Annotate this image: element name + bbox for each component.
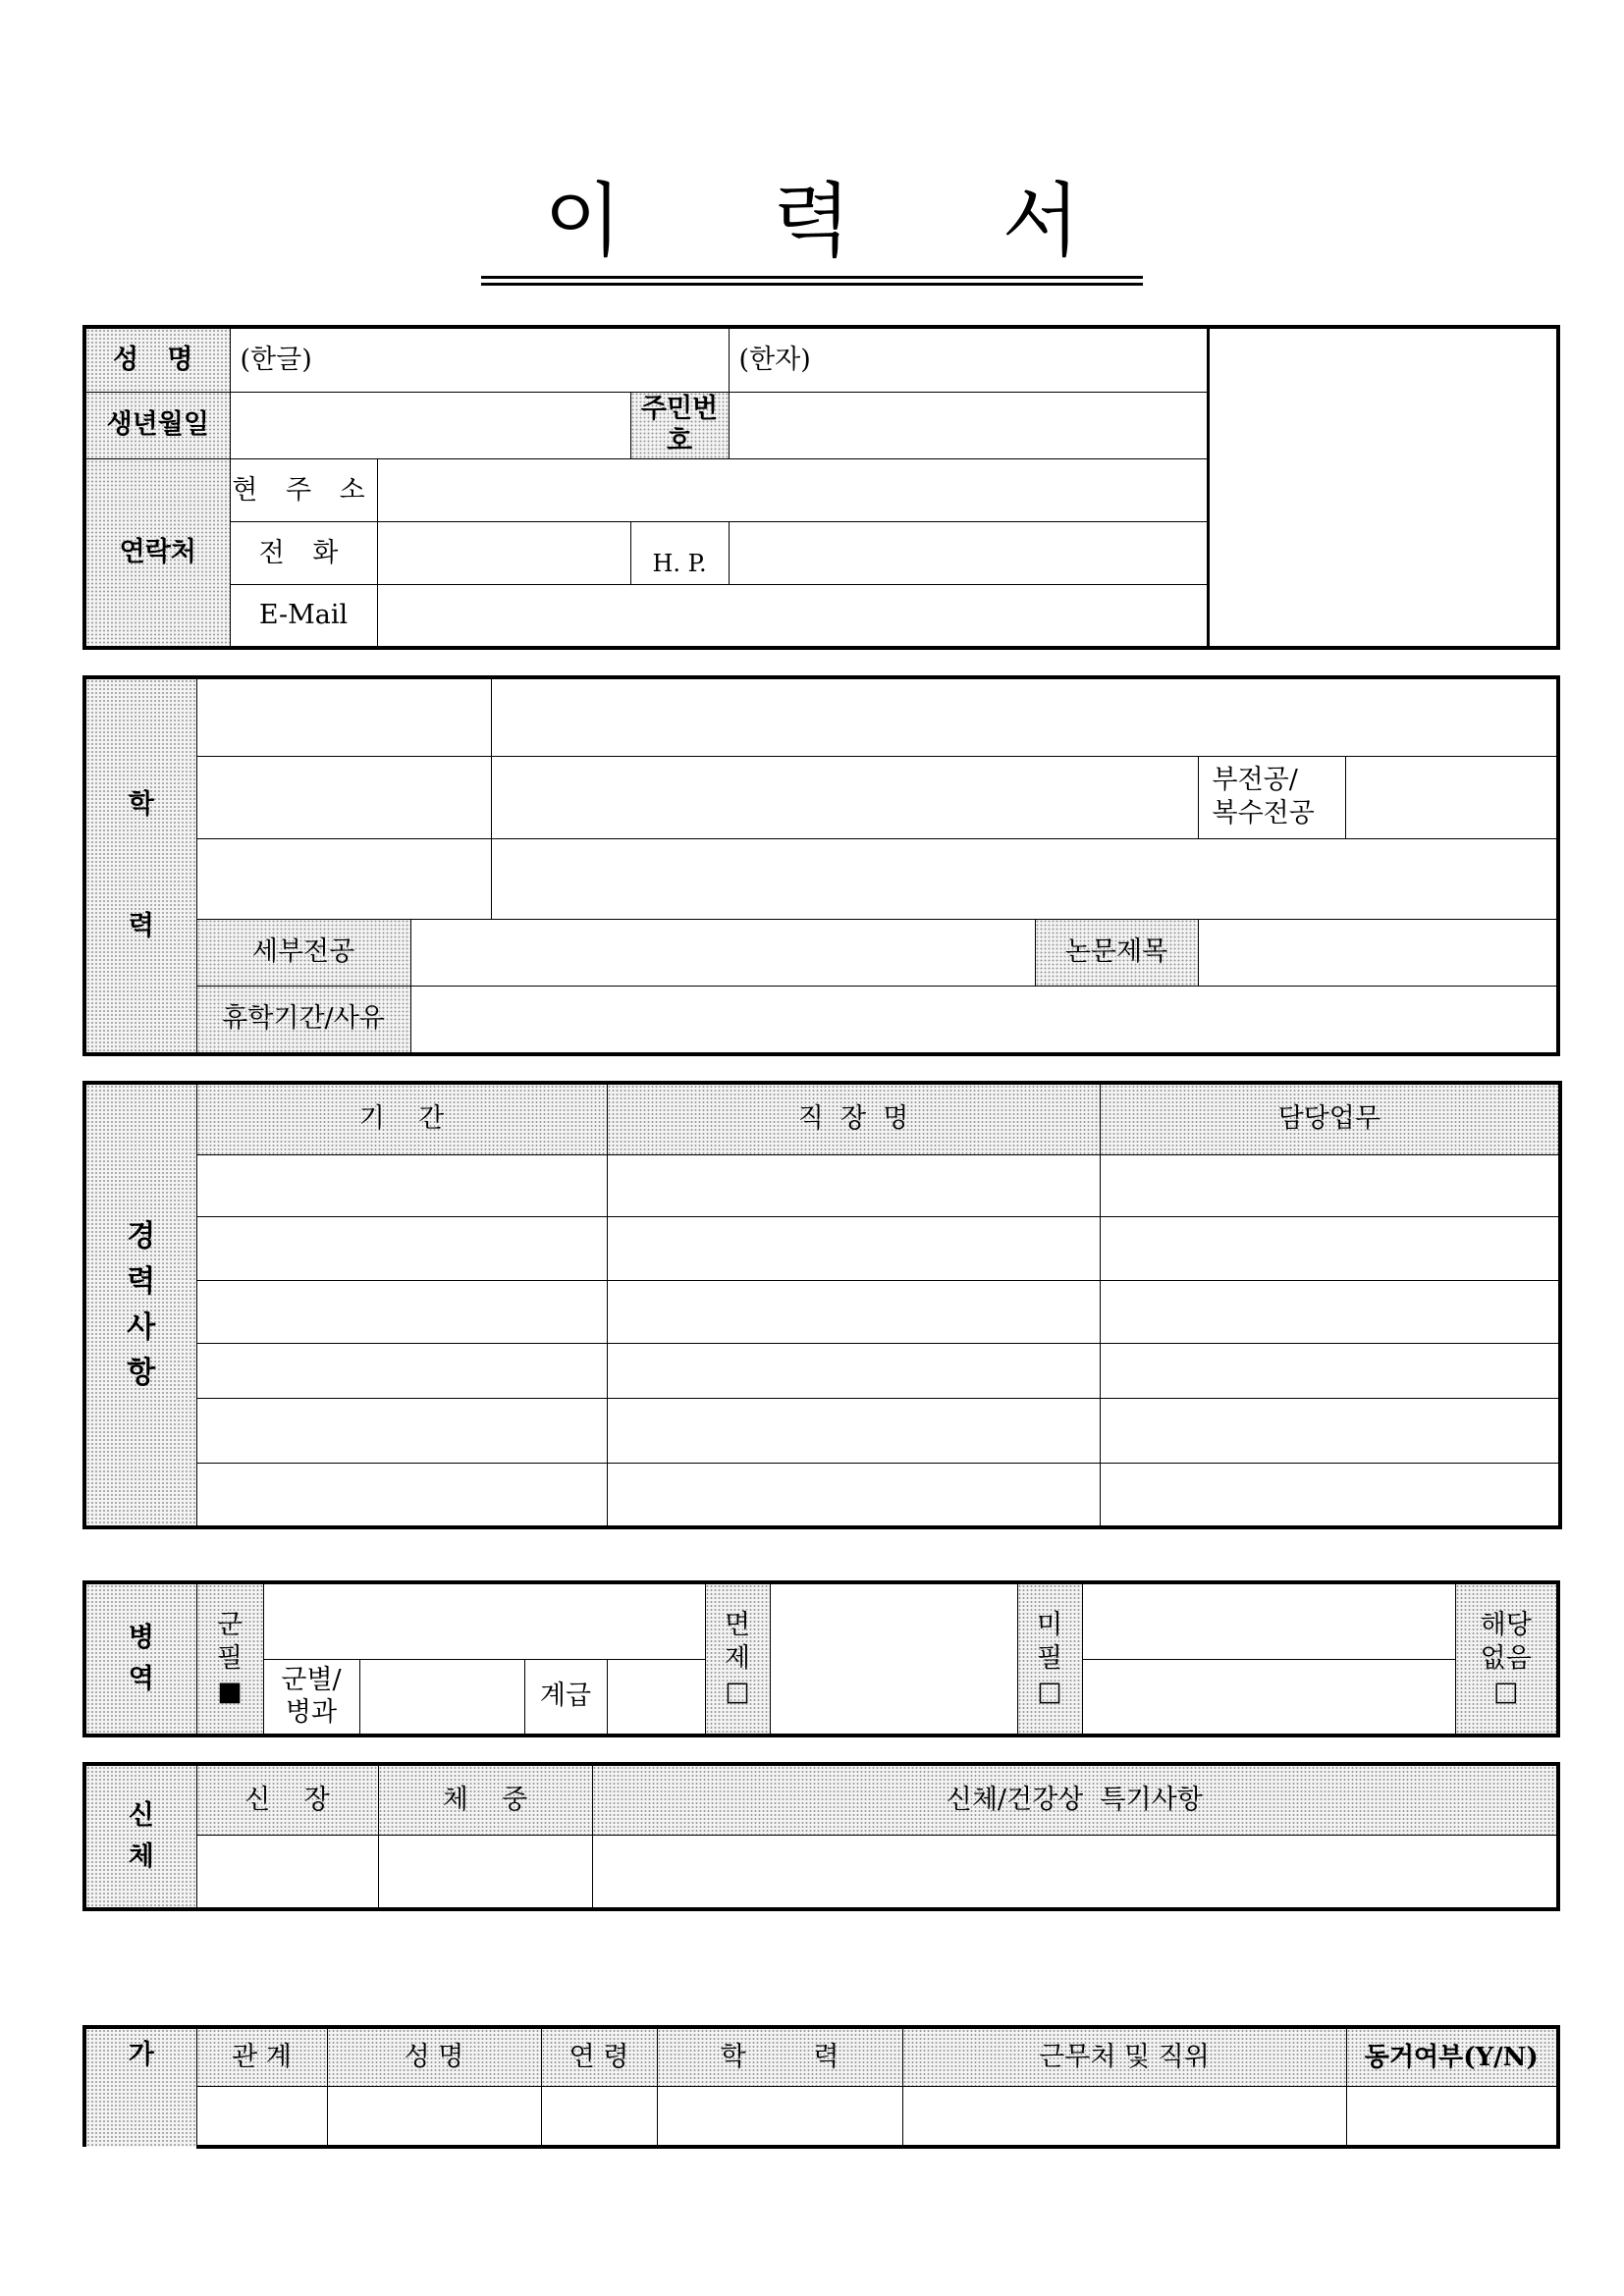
phone-field[interactable]	[377, 522, 630, 585]
name-hanja-field[interactable]: (한자)	[729, 327, 1208, 392]
family-col-age: 연 령	[541, 2027, 657, 2086]
hp-field[interactable]	[729, 522, 1208, 585]
education-school-1[interactable]	[196, 677, 491, 756]
rank-label: 계급	[524, 1659, 607, 1735]
family-col-name: 성 명	[327, 2027, 541, 2086]
exempt-option[interactable]	[705, 1582, 770, 1735]
career-cell[interactable]	[607, 1280, 1100, 1343]
career-cell[interactable]	[607, 1398, 1100, 1463]
rrn-label: 주민번호	[630, 392, 729, 459]
health-notes-field[interactable]	[592, 1835, 1558, 1909]
family-col-relation: 관 계	[196, 2027, 327, 2086]
unserved-field-2[interactable]	[1082, 1659, 1455, 1735]
family-section-label: 가	[84, 2027, 196, 2147]
career-table	[82, 1081, 1562, 1529]
name-label: 성 명	[84, 327, 230, 392]
career-cell[interactable]	[607, 1343, 1100, 1398]
career-cell[interactable]	[196, 1398, 607, 1463]
birth-date-label: 생년월일	[84, 392, 230, 459]
unserved-checkbox[interactable]: □	[1037, 1676, 1062, 1707]
leave-label: 휴학기간/사유	[196, 986, 410, 1054]
family-cell[interactable]	[657, 2086, 902, 2147]
unserved-label: 미 필	[1036, 1610, 1063, 1675]
career-col-company: 직 장 명	[607, 1083, 1100, 1154]
career-cell[interactable]	[1100, 1216, 1560, 1280]
body-section-label: 신 체	[84, 1764, 196, 1909]
email-field[interactable]	[377, 585, 1208, 648]
unserved-option[interactable]	[1017, 1582, 1082, 1735]
weight-field[interactable]	[378, 1835, 592, 1909]
family-cell[interactable]	[902, 2086, 1346, 2147]
personal-info-table	[82, 325, 1560, 647]
thesis-label: 논문제목	[1035, 919, 1198, 986]
exempt-label: 면 제	[724, 1610, 751, 1675]
served-label: 군 필	[216, 1610, 244, 1675]
family-col-education: 학 력	[657, 2027, 902, 2086]
na-label: 해당 없음	[1480, 1610, 1532, 1675]
family-col-workplace: 근무처 및 직위	[902, 2027, 1346, 2086]
na-option[interactable]	[1455, 1582, 1558, 1735]
career-cell[interactable]	[1100, 1463, 1560, 1527]
phone-label: 전 화	[230, 522, 377, 585]
na-checkbox[interactable]: □	[1492, 1676, 1519, 1707]
family-col-cohabit: 동거여부(Y/N)	[1346, 2027, 1558, 2086]
military-table	[82, 1580, 1560, 1737]
email-label: E-Mail	[230, 585, 377, 648]
exempt-reason-field[interactable]	[770, 1582, 1017, 1735]
rrn-field[interactable]	[729, 392, 1208, 459]
career-section-label: 경 력 사 항	[84, 1083, 196, 1527]
education-school-3[interactable]	[196, 838, 491, 919]
detail-major-field[interactable]	[410, 919, 1035, 986]
address-label: 현 주 소	[230, 459, 377, 522]
career-col-duty: 담당업무	[1100, 1083, 1560, 1154]
career-cell[interactable]	[607, 1216, 1100, 1280]
education-detail-3[interactable]	[491, 838, 1558, 919]
career-cell[interactable]	[1100, 1154, 1560, 1216]
family-table	[82, 2025, 1560, 2147]
family-cell[interactable]	[1346, 2086, 1558, 2147]
unserved-field-1[interactable]	[1082, 1582, 1455, 1659]
minor-field[interactable]	[1345, 756, 1558, 838]
minor-label: 부전공/ 복수전공	[1198, 756, 1345, 838]
rank-field[interactable]	[607, 1659, 705, 1735]
served-checkbox[interactable]: ■	[217, 1676, 243, 1707]
education-table	[82, 675, 1560, 1056]
career-cell[interactable]	[196, 1216, 607, 1280]
leave-field[interactable]	[410, 986, 1558, 1054]
career-cell[interactable]	[607, 1154, 1100, 1216]
height-field[interactable]	[196, 1835, 378, 1909]
family-cell[interactable]	[541, 2086, 657, 2147]
served-option[interactable]	[196, 1582, 263, 1735]
hp-label: H. P.	[630, 522, 729, 585]
height-label: 신 장	[196, 1764, 378, 1835]
career-cell[interactable]	[196, 1280, 607, 1343]
exempt-checkbox[interactable]: □	[725, 1676, 750, 1707]
career-cell[interactable]	[607, 1463, 1100, 1527]
health-notes-label: 신체/건강상 특기사항	[592, 1764, 1558, 1835]
branch-label: 군별/ 병과	[263, 1659, 359, 1735]
weight-label: 체 중	[378, 1764, 592, 1835]
contact-label: 연락처	[84, 459, 230, 648]
career-cell[interactable]	[1100, 1343, 1560, 1398]
address-field[interactable]	[377, 459, 1208, 522]
career-cell[interactable]	[1100, 1398, 1560, 1463]
career-cell[interactable]	[196, 1343, 607, 1398]
career-cell[interactable]	[196, 1154, 607, 1216]
family-cell[interactable]	[327, 2086, 541, 2147]
education-section-label: 학 력	[84, 677, 196, 1054]
education-detail-2[interactable]	[491, 756, 1198, 838]
branch-field[interactable]	[359, 1659, 524, 1735]
career-cell[interactable]	[1100, 1280, 1560, 1343]
thesis-field[interactable]	[1198, 919, 1558, 986]
family-cell[interactable]	[196, 2086, 327, 2147]
body-table	[82, 1762, 1560, 1911]
education-school-2[interactable]	[196, 756, 491, 838]
education-detail-1[interactable]	[491, 677, 1558, 756]
career-col-period: 기 간	[196, 1083, 607, 1154]
served-period-field[interactable]	[263, 1582, 705, 1659]
birth-date-field[interactable]	[230, 392, 630, 459]
detail-major-label: 세부전공	[196, 919, 410, 986]
photo-box[interactable]	[1208, 327, 1558, 648]
name-korean-field[interactable]: (한글)	[230, 327, 729, 392]
document-title: 이 력 서	[0, 157, 1624, 279]
military-section-label: 병 역	[84, 1582, 196, 1735]
career-cell[interactable]	[196, 1463, 607, 1527]
